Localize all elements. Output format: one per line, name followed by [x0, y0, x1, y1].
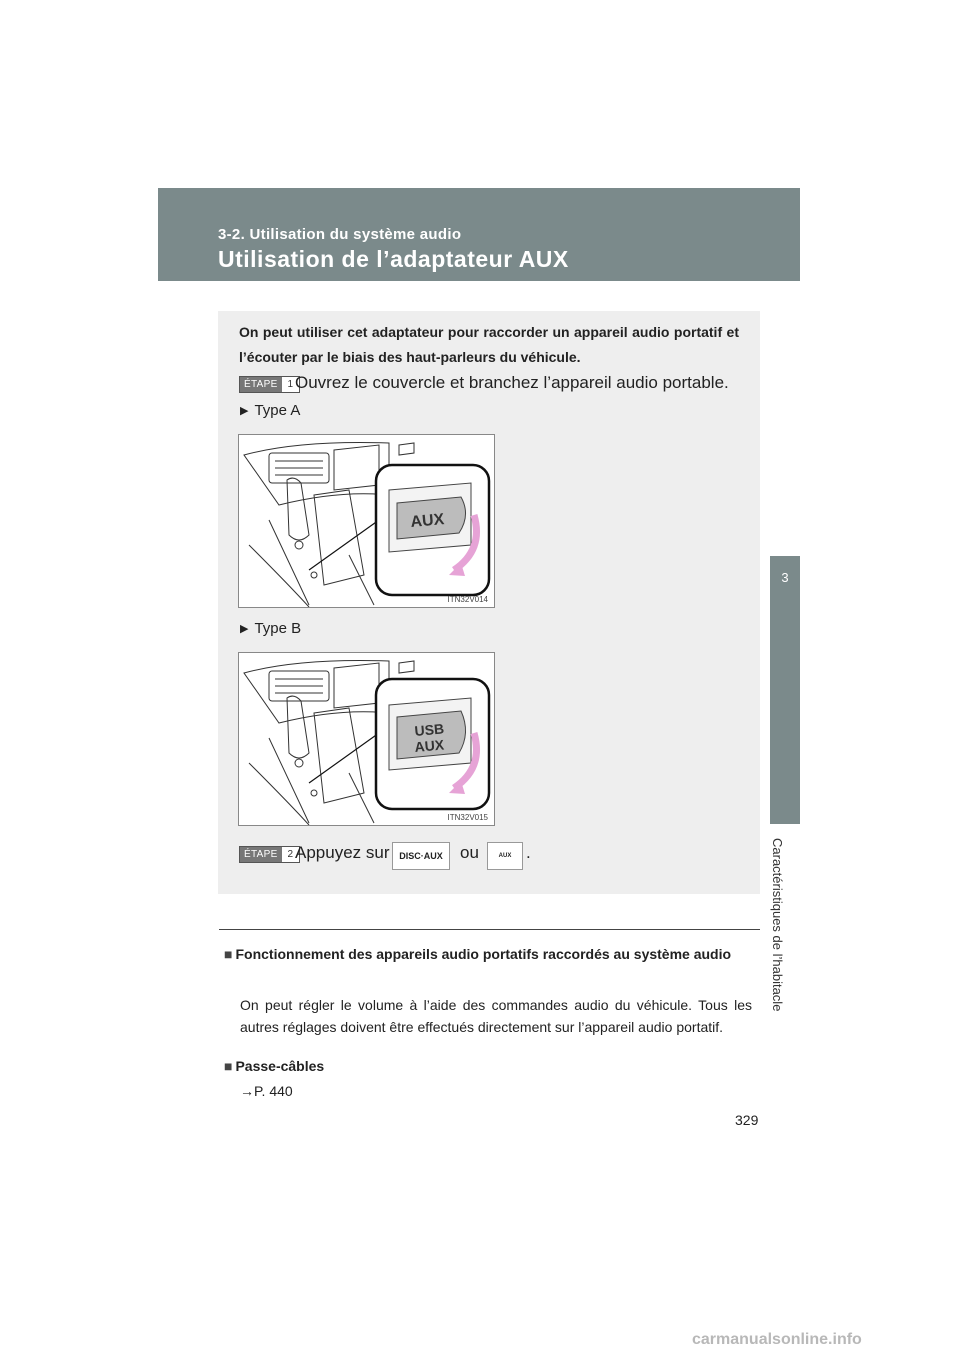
- aux-port-label: AUX: [413, 736, 445, 755]
- section-divider: [219, 929, 760, 930]
- chapter-number: 3: [781, 570, 789, 585]
- triangle-right-icon: ▶: [240, 623, 249, 635]
- aux-port-label: AUX: [409, 511, 446, 531]
- step-2-text-after: .: [526, 843, 531, 862]
- note-2-body: →P. 440: [240, 1083, 293, 1099]
- chapter-header: [158, 188, 800, 281]
- step-2-badge: [239, 846, 300, 863]
- page-title: Utilisation de l’adaptateur AUX: [218, 246, 569, 272]
- type-a-label: [240, 402, 300, 419]
- note-1-heading: [224, 944, 752, 965]
- step-2-text-or: ou: [460, 843, 479, 862]
- step-word: ÉTAPE: [240, 377, 282, 392]
- chapter-label-text: Caractéristiques de l’habitacle: [770, 838, 785, 1012]
- usb-port-label: USB: [413, 720, 445, 739]
- disc-aux-button[interactable]: [392, 842, 450, 870]
- step-1-badge: [239, 376, 300, 393]
- console-aux-illustration: [239, 435, 494, 607]
- note-1-body: On peut régler le volume à l’aide des commandes audio du véhicule. Tous les autres réglages doivent être effectués directement sur l’appareil audio portatif.: [240, 997, 752, 1035]
- note-2-heading-text: Passe-câbles: [235, 1058, 325, 1074]
- watermark: carmanualsonline.info: [692, 1331, 862, 1348]
- figure-code-a: ITN32V014: [447, 595, 488, 604]
- type-b-text: Type B: [254, 620, 302, 637]
- square-bullet-icon: ■: [224, 1058, 233, 1074]
- triangle-right-icon: ▶: [240, 405, 249, 417]
- intro-text: On peut utiliser cet adaptateur pour raccorder un appareil audio portatif et l’écouter par le biais des haut-parleurs du véhicule.: [239, 324, 739, 365]
- note-1-heading-text: Fonctionnement des appareils audio portatifs raccordés au système audio: [235, 946, 732, 962]
- step-word: ÉTAPE: [240, 847, 282, 862]
- section-title: 3-2. Utilisation du système audio: [218, 226, 462, 243]
- page-number: 329: [735, 1112, 759, 1128]
- type-a-text: Type A: [254, 402, 301, 419]
- aux-label: AUX: [498, 853, 512, 859]
- chapter-tab: [770, 556, 800, 824]
- step-number: 1: [287, 379, 294, 390]
- note-2-heading: [224, 1056, 324, 1077]
- step-number: 2: [287, 849, 294, 860]
- illustration-type-b: [238, 652, 495, 826]
- illustration-type-a: [238, 434, 495, 608]
- disc-aux-label: DISC·AUX: [399, 851, 443, 861]
- square-bullet-icon: ■: [224, 946, 233, 962]
- figure-code-b: ITN32V015: [447, 813, 488, 822]
- type-b-label: [240, 620, 301, 637]
- step-1-text: Ouvrez le couvercle et branchez l’appareil audio portable.: [295, 373, 729, 392]
- aux-button[interactable]: [487, 842, 523, 870]
- step-2-text-before: Appuyez sur: [295, 843, 390, 862]
- console-usb-aux-illustration: [239, 653, 494, 825]
